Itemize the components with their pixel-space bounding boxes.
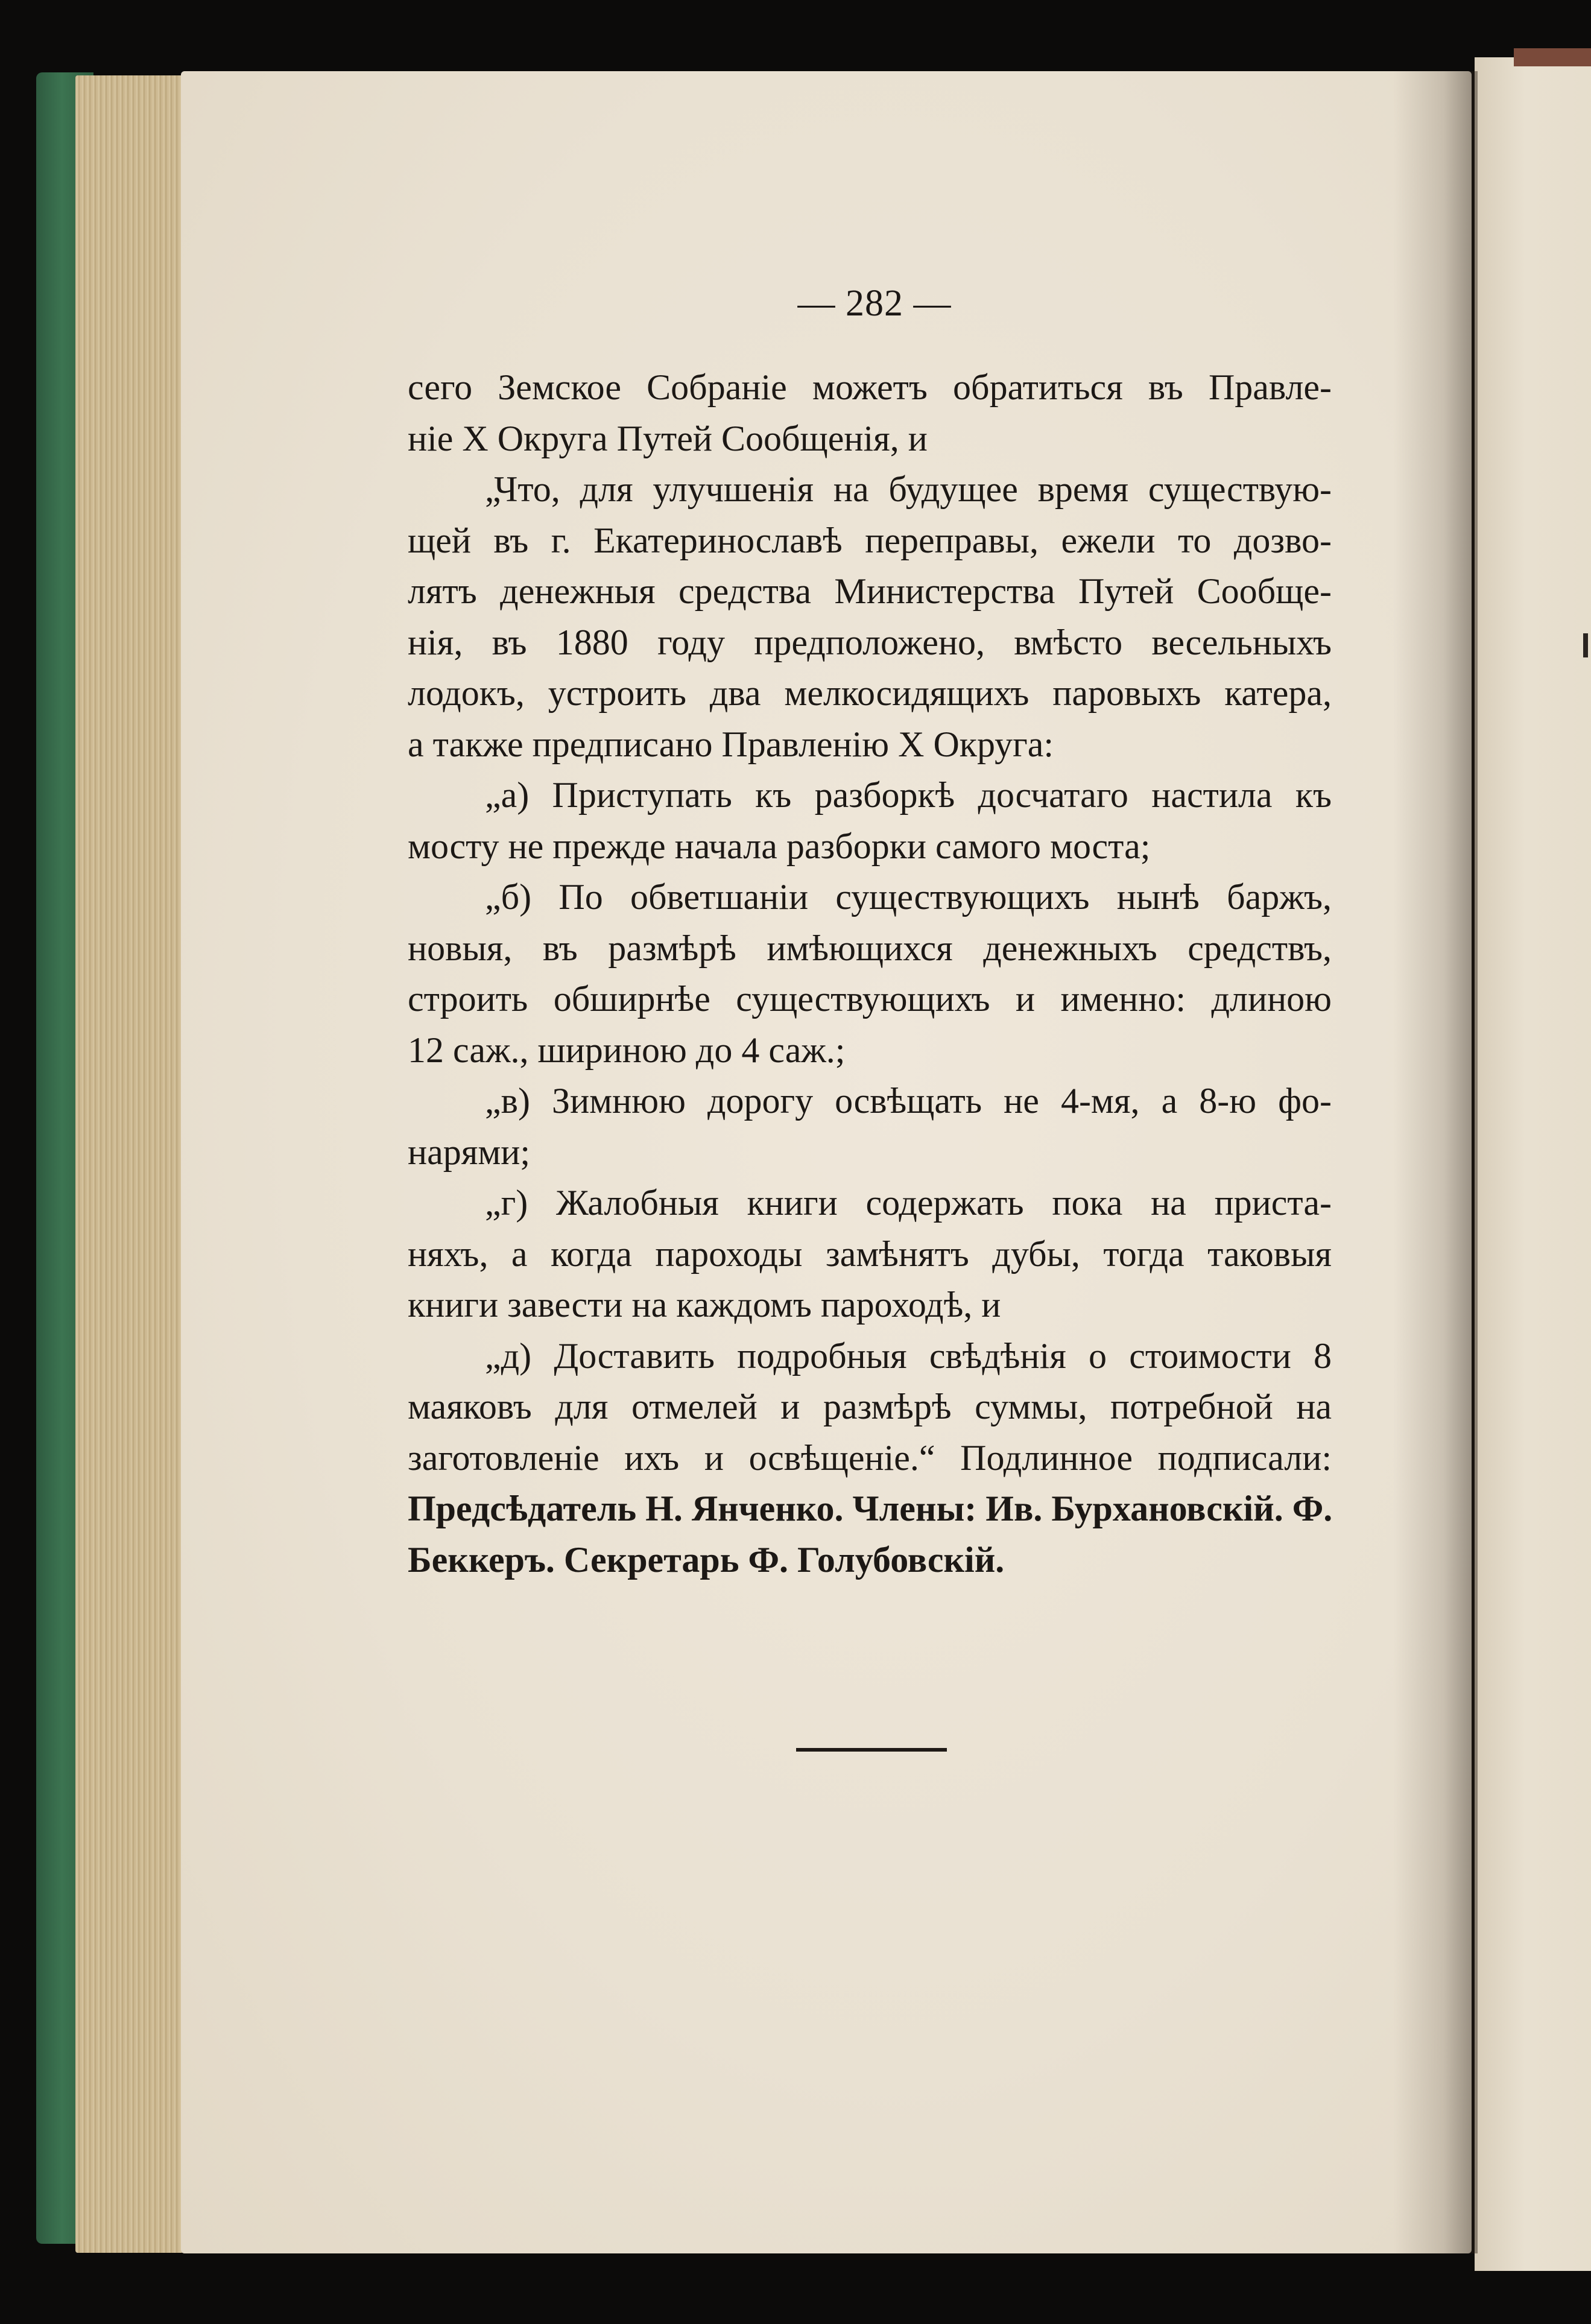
- text-line: мосту не прежде начала разборки самого моста;: [408, 826, 1151, 866]
- text-line: лятъ денежныя средства Министерства Путей Сообще-: [408, 571, 1332, 611]
- text-line: новыя, въ размѣрѣ имѣющихся денежныхъ средствъ,: [408, 928, 1332, 968]
- text-line: „в) Зимнюю дорогу освѣщать не 4-мя, а 8-ю фо-: [485, 1081, 1332, 1121]
- text-line: „а) Приступать къ разборкѣ досчатаго настила къ: [485, 775, 1332, 815]
- page-number: — 282 —: [797, 283, 952, 324]
- text-line: „б) По обветшаніи существующихъ нынѣ баржъ,: [485, 877, 1332, 917]
- text-line: лодокъ, устроить два мелкосидящихъ паровыхъ катера,: [408, 673, 1332, 713]
- text-line: нарями;: [408, 1132, 531, 1172]
- page-fore-edge: [75, 75, 184, 2253]
- text-line: нія, въ 1880 году предположено, вмѣсто весельныхъ: [408, 622, 1332, 662]
- text-line: книги завести на каждомъ пароходѣ, и: [408, 1285, 1001, 1325]
- text-line: маяковъ для отмелей и размѣрѣ суммы, потребной на: [408, 1387, 1332, 1426]
- text-line: ніе X Округа Путей Сообщенія, и: [408, 418, 928, 458]
- text-line: сего Земское Собраніе можетъ обратиться въ Правле-: [408, 367, 1332, 407]
- signatories-line: Беккеръ. Секретарь Ф. Голубовскій.: [408, 1539, 1005, 1580]
- page-body-text: [408, 362, 1332, 1585]
- right-binding-edge: [1514, 48, 1591, 66]
- text-line: „д) Доставить подробныя свѣдѣнія о стоимости 8: [485, 1335, 1332, 1376]
- text-line: строить обширнѣе существующихъ и именно: длиною: [408, 979, 1332, 1019]
- text-line: „г) Жалобныя книги содержать пока на приста-: [485, 1183, 1332, 1223]
- facing-page-mark: [1583, 633, 1588, 657]
- text-line: 12 саж., шириною до 4 саж.;: [408, 1030, 846, 1070]
- text-line: щей въ г. Екатеринославѣ переправы, ежели то дозво-: [408, 520, 1332, 560]
- section-divider-rule: [796, 1748, 947, 1752]
- signatories-line: Предсѣдатель Н. Янченко. Члены: Ив. Бурхановскій. Ф.: [408, 1489, 1333, 1528]
- text-line: няхъ, а когда пароходы замѣнятъ дубы, тогда таковыя: [408, 1233, 1332, 1274]
- text-line: „Что, для улучшенія на будущее время существую-: [485, 469, 1332, 509]
- facing-page-edge: [1475, 57, 1591, 2271]
- text-line: а также предписано Правленію X Округа:: [408, 724, 1054, 764]
- text-line: заготовленіе ихъ и освѣщеніе.“ Подлинное подписали:: [408, 1437, 1332, 1478]
